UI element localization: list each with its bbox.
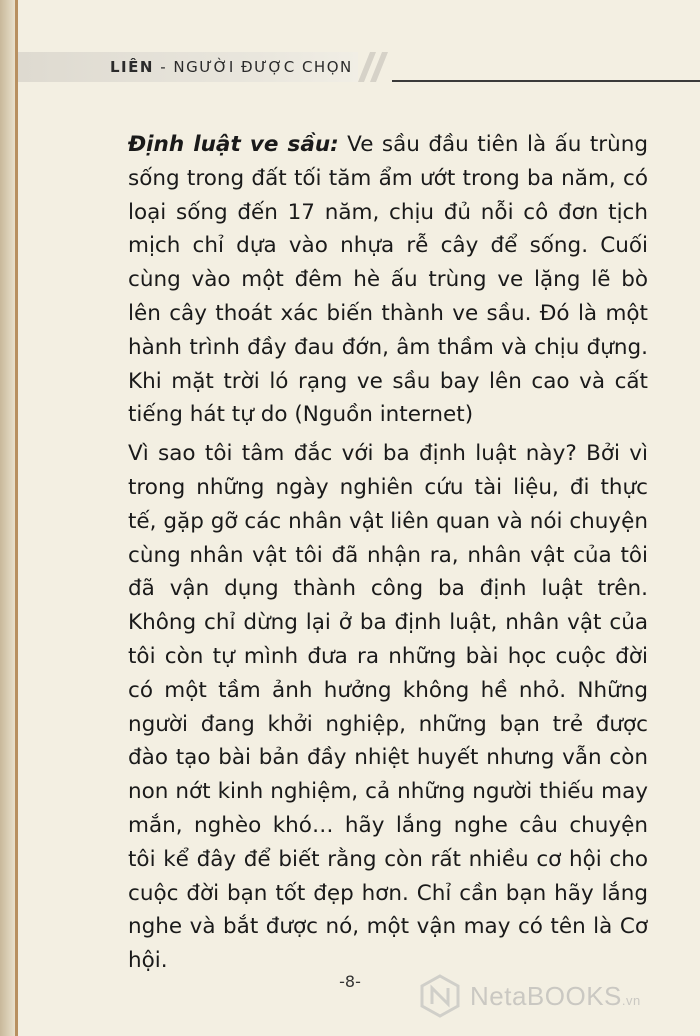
header-stripes (352, 52, 392, 82)
page-edge (0, 0, 18, 1036)
running-header (110, 58, 353, 76)
header-book-title: NGƯỜI ĐƯỢC CHỌN (173, 58, 353, 76)
header-rule (392, 80, 700, 82)
page-body (128, 128, 648, 978)
watermark (418, 968, 641, 1024)
law-text: Ve sầu đầu tiên là ấu trùng sống trong đất tối tăm ẩm ướt trong ba năm, có loại sống đến 17 năm, chịu đủ nỗi cô đơn tịch mịch chỉ dựa vào nhựa rễ cây để sống. Cuối cùng vào một đêm hè ấu trùng ve lặng lẽ bò lên cây thoát xác biến thành ve sầu. Đó là một hành trình đầy đau đớn, âm thầm và chịu đựng. Khi mặt trời ló rạng ve sầu bay lên cao và cất tiếng hát tự do (Nguồn internet) (128, 132, 648, 428)
header-separator: - (153, 58, 174, 76)
law-label: Định luật ve sầu: (128, 132, 339, 157)
neta-logo-icon (418, 974, 462, 1018)
header-author: LIÊN (110, 58, 154, 76)
watermark-text (470, 981, 641, 1012)
paragraph-reflection: Vì sao tôi tâm đắc với ba định luật này? Bởi vì trong những ngày nghiên cứu tài liệu, đi thực tế, gặp gỡ các nhân vật liên quan và nói chuyện cùng nhân vật tôi đã nhận ra, nhân vật của tôi đã vận dụng thành công ba định luật trên. Không chỉ dừng lại ở ba định luật, nhân vật của tôi còn tự mình đưa ra những bài học cuộc đời có một tầm ảnh hưởng không hề nhỏ. Những người đang khởi nghiệp, những bạn trẻ được đào tạo bài bản đầy nhiệt huyết nhưng vẫn còn non nớt kinh nghiệm, cả những người thiếu may mắn, nghèo khó… hãy lắng nghe câu chuyện tôi kể đây để biết rằng còn rất nhiều cơ hội cho cuộc đời bạn tốt đẹp hơn. Chỉ cần bạn hãy lắng nghe và bắt được nó, một vận may có tên là Cơ hội. (128, 441, 648, 974)
watermark-brand: NetaBOOKS (470, 980, 622, 1011)
watermark-suffix: .vn (621, 992, 641, 1008)
page-number: -8- (339, 972, 361, 991)
paragraph-cicada-law (128, 128, 648, 432)
